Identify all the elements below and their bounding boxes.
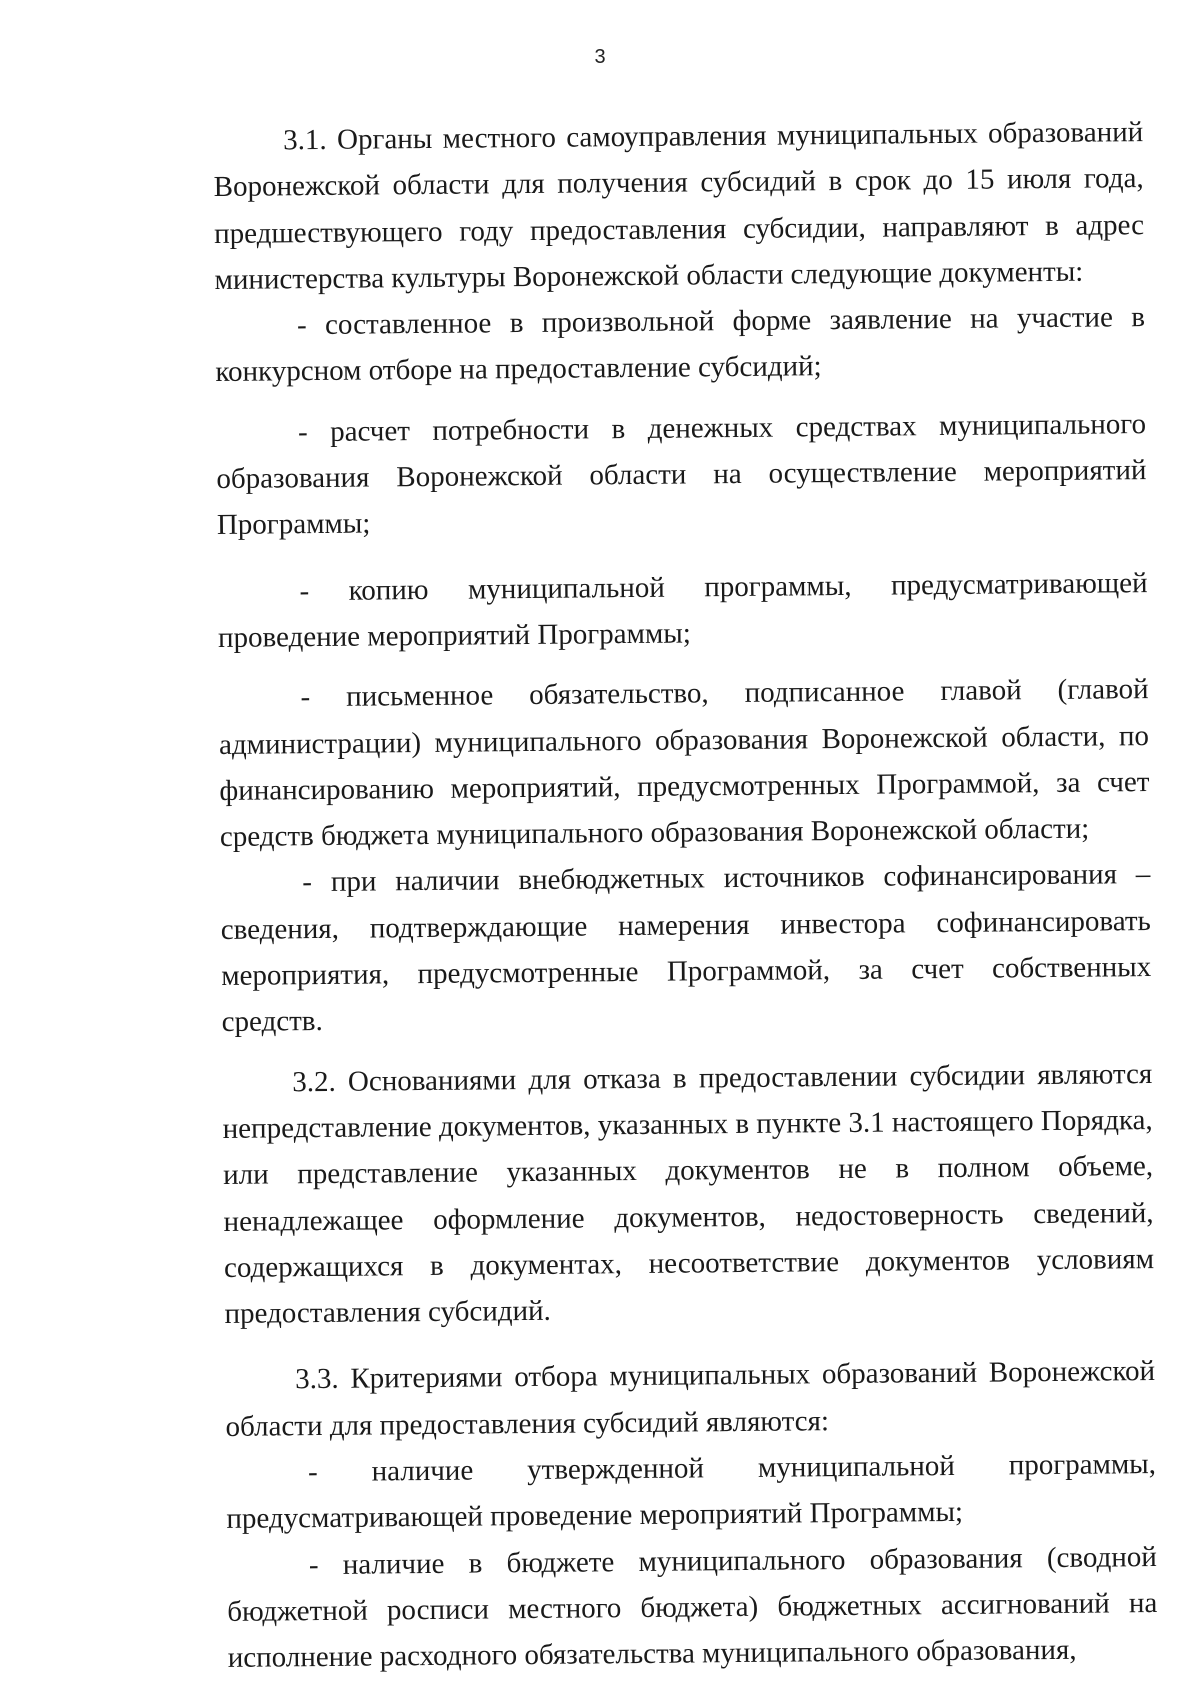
paragraph-3-2: 3.2. Основаниями для отказа в предоставлении субсидии являются непредставление документов, указанных в пункте 3.1 настоящего Порядка, или представление указанных документов не в полном объеме, ненадлежащее оформление документов, недостоверность сведений, содержащихся в документах, несоответствие документов условиям предоставления субсидий. [222,1057,1155,1331]
list-item-written-obligation: - письменное обязательство, подписанное главой (главой администрации) муниципального образования Воронежской области, по финансированию мероприятий, предусмотренных Программой, за счет средств бюджета муниципального образования Воронежской области; [218,673,1150,854]
document-body [213,109,1158,1681]
list-item-program-copy: - копию муниципальной программы, предусматривающей проведение мероприятий Программы; [217,566,1148,654]
list-item-approved-program: - наличие утвержденной муниципальной программы, предусматривающей проведение мероприятий Программы; [226,1448,1157,1536]
list-item-extrabudgetary-sources: - при наличии внебюджетных источников софинансирования – сведения, подтверждающие намерения инвестора софинансировать мероприятия, предусмотренные Программой, за счет собственных средств. [220,858,1152,1039]
page-number: 3 [594,46,606,68]
list-item-application: - составленное в произвольной форме заявление на участие в конкурсном отборе на предоставление субсидий; [215,301,1146,389]
list-item-funding-calculation: - расчет потребности в денежных средствах муниципального образования Воронежской области на осуществление мероприятий Программы; [216,407,1147,542]
paragraph-3-3: 3.3. Критериями отбора муниципальных образований Воронежской области для предоставления субсидий являются: [225,1355,1156,1443]
paragraph-3-1: 3.1. Органы местного самоуправления муниципальных образований Воронежской области для получения субсидий в срок до 15 июля года, предшествующего году предоставления субсидии, направляют в адрес министерства культуры Воронежской области следующие документы: [213,116,1145,296]
list-item-budget-allocations: - наличие в бюджете муниципального образования (сводной бюджетной росписи местного бюджета) бюджетных ассигнований на исполнение расходного обязательства муниципального образования, [227,1540,1158,1675]
